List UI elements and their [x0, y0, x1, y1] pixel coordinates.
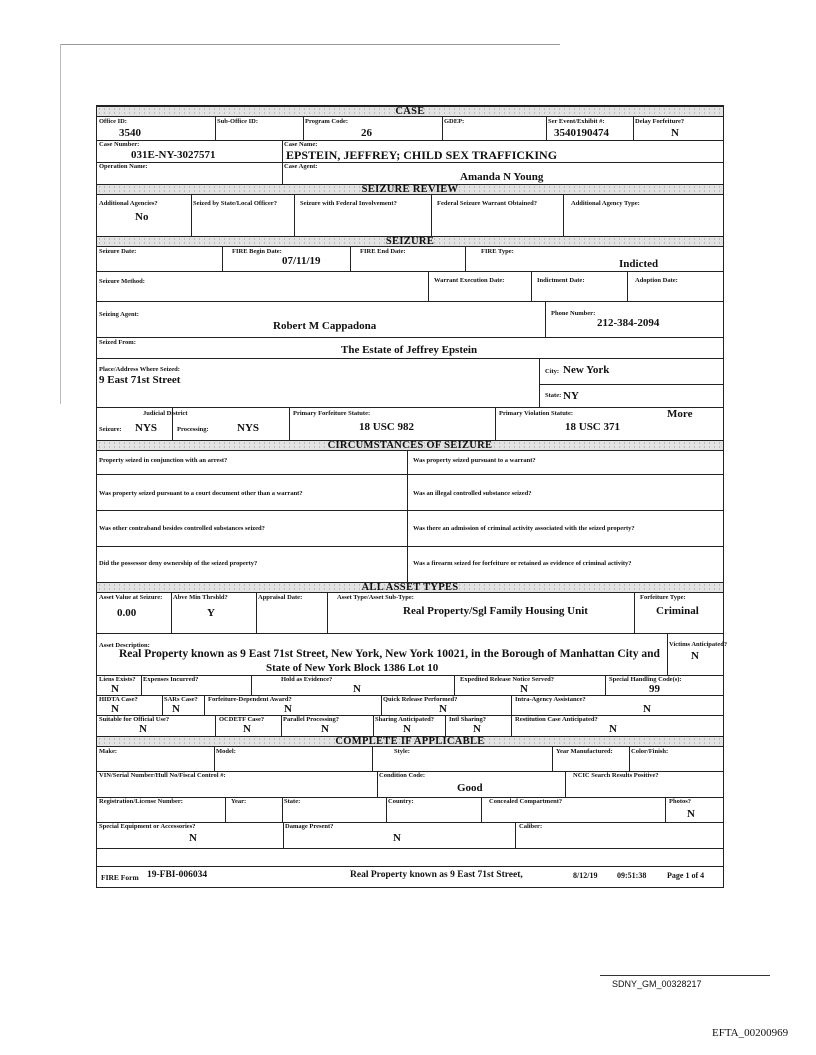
warrant-obtained-cell: Federal Seizure Warrant Obtained?: [437, 200, 537, 207]
office-id: 3540: [119, 127, 141, 139]
processing-district: NYS: [237, 422, 260, 434]
question-warrant: Was property seized pursuant to a warrant?: [413, 457, 536, 464]
form-number: 19-FBI-006034: [147, 870, 208, 880]
operation-cell: Operation Name:: [99, 163, 148, 170]
ocdetf-case: N: [243, 723, 251, 735]
fda-cell: Forfeiture-Dependent Award? N: [208, 696, 292, 715]
additional-agencies-cell: Additional Agencies? No: [99, 200, 158, 223]
gdep-cell: GDEP:: [444, 118, 465, 125]
seizure-district: NYS: [135, 422, 158, 434]
expedited-cell: Expedited Release Notice Served? N: [460, 676, 555, 695]
damage-cell: Damage Present? N: [285, 823, 401, 844]
ocdetf-cell: OCDETF Case? N: [219, 716, 265, 735]
judicial-district-cell: Judicial District Seizure: NYS Processing: NYS: [99, 410, 260, 434]
sharing-cell: Sharing Anticipated? N: [375, 716, 435, 735]
place-address: 9 East 71st Street: [99, 374, 181, 386]
forfeiture-statute: 18 USC 982: [359, 421, 415, 433]
official-use-cell: Suitable for Official Use? N: [99, 716, 170, 735]
fire-form: [96, 105, 728, 888]
agency-type-cell: Additional Agency Type:: [571, 200, 640, 207]
equipment-cell: Special Equipment or Accessories? N: [99, 823, 197, 844]
hidta-case: N: [111, 703, 119, 715]
condition-cell: Condition Code: Good: [379, 772, 483, 794]
footer-description: Real Property known as 9 East 71st Street,: [350, 870, 523, 880]
expenses-cell: Expenses Incurred?: [143, 676, 199, 683]
quick-release-cell: Quick Release Performed? N: [383, 696, 458, 715]
seizing-agent-cell: Seizing Agent: Robert M Cappadona: [99, 311, 377, 332]
question-arrest: Property seized in conjunction with an arrest?: [99, 457, 228, 464]
state-reg-cell: State:: [284, 798, 301, 805]
special-handling: 99: [649, 683, 660, 695]
sub-office-cell: Sub-Office ID:: [217, 118, 258, 125]
fire-end-cell: FIRE End Date:: [360, 248, 406, 255]
state-cell: State: NY: [545, 390, 579, 402]
question-court-document: Was property seized pursuant to a court document other than a warrant?: [99, 490, 303, 497]
asset-value: 0.00: [117, 607, 137, 619]
city: New York: [563, 364, 610, 376]
parallel-processing: N: [321, 723, 329, 735]
question-deny-ownership: Did the possessor deny ownership of the seized property?: [99, 560, 258, 567]
ncic-cell: NCIC Search Results Positive?: [573, 772, 659, 779]
photos: N: [687, 808, 695, 820]
phone-cell: Phone Number: 212-384-2094: [551, 310, 660, 329]
year-cell: Year:: [231, 798, 247, 805]
forfeiture-type: Criminal: [656, 605, 699, 617]
hidta-cell: HIDTA Case? N: [99, 696, 138, 715]
case-agent-cell: Case Agent: Amanda N Young: [284, 163, 544, 183]
intra-agency: N: [643, 703, 651, 715]
seizure-method-cell: Seizure Method:: [99, 278, 145, 285]
victims-anticipated: N: [691, 650, 699, 662]
forfeiture-dependent-award: N: [284, 703, 292, 715]
violation-statute: 18 USC 371: [565, 421, 621, 433]
parallel-cell: Parallel Processing? N: [283, 716, 340, 735]
office-id-cell: Office ID: 3540: [99, 118, 141, 139]
asset-value-cell: Asset Value at Seizure: 0.00: [99, 594, 163, 619]
fire-type: Indicted: [619, 258, 659, 270]
sharing-anticipated: N: [403, 723, 411, 735]
asset-description-cell: Asset Description: Real Property known as 9 East 71st Street, New York, New York 10021, in the Borough of Manhattan City and State of New York Block 1386 Lot 10: [99, 642, 660, 674]
efta-number: EFTA_00200969: [712, 1027, 789, 1039]
year-manufactured-cell: Year Manufactured:: [556, 748, 613, 755]
case-agent: Amanda N Young: [460, 171, 544, 183]
place-cell: Place/Address Where Seized: 9 East 71st Street: [99, 366, 181, 386]
scan-border-top: [60, 44, 560, 45]
warrant-exec-cell: Warrant Execution Date:: [434, 277, 505, 284]
all-asset-types-header: ALL ASSET TYPES: [97, 582, 723, 593]
case-number-cell: Case Number: 031E-NY-3027571: [99, 141, 216, 161]
appraisal-cell: Appraisal Date:: [258, 594, 303, 601]
special-equipment: N: [189, 832, 197, 844]
bates-rule: [600, 975, 770, 976]
case-name-cell: Case Name: EPSTEIN, JEFFREY; CHILD SEX TRAFFICKING: [284, 141, 558, 162]
question-contraband: Was other contraband besides controlled substances seized?: [99, 525, 265, 532]
ser-event: 3540190474: [554, 127, 609, 139]
victims-cell: Victims Anticipated? N: [669, 641, 728, 662]
liens-cell: Liens Exists? N: [99, 676, 136, 695]
forfeiture-type-cell: Forfeiture Type: Criminal: [640, 594, 699, 617]
seized-from: The Estate of Jeffrey Epstein: [341, 344, 478, 356]
official-use: N: [139, 723, 147, 735]
fire-begin-cell: FIRE Begin Date: 07/11/19: [232, 248, 321, 267]
delay-forfeiture: N: [671, 127, 679, 139]
hold-as-evidence: N: [353, 683, 361, 695]
above-threshold: Y: [207, 607, 215, 619]
program-code-cell: Program Code: 26: [305, 118, 372, 139]
question-firearm: Was a firearm seized for forfeiture or retained as evidence of criminal activity?: [413, 560, 632, 567]
seizure-date-cell: Seizure Date:: [99, 248, 137, 255]
delay-cell: Delay Forfeiture? N: [635, 118, 685, 139]
case-name: EPSTEIN, JEFFREY; CHILD SEX TRAFFICKING: [286, 148, 558, 162]
indictment-cell: Indictment Date:: [537, 277, 585, 284]
footer-date: 8/12/19: [573, 871, 598, 880]
form-footer: FIRE Form 19-FBI-006034 Real Property known as 9 East 71st Street, 8/12/19 09:51:38 Page 1 of 4: [101, 870, 705, 882]
photos-cell: Photos? N: [669, 798, 695, 820]
intl-sharing: N: [473, 723, 481, 735]
fire-type-cell: FIRE Type: Indicted: [481, 248, 659, 270]
program-code: 26: [361, 127, 372, 139]
intra-agency-cell: Intra-Agency Assistance? N: [515, 696, 651, 715]
scan-border-left: [60, 44, 61, 404]
restitution-cell: Restitution Case Anticipated? N: [515, 716, 617, 735]
phone-number: 212-384-2094: [597, 317, 660, 329]
circumstances-header: CIRCUMSTANCES OF SEIZURE: [97, 440, 723, 451]
liens-exists: N: [111, 683, 119, 695]
style-cell: Style:: [394, 748, 410, 755]
hold-evidence-cell: Hold as Evidence? N: [281, 676, 361, 695]
state: NY: [563, 390, 579, 402]
registration-cell: Registration/License Number:: [99, 798, 183, 805]
caliber-cell: Caliber:: [519, 823, 543, 830]
country-cell: Country:: [388, 798, 414, 805]
sars-case: N: [172, 703, 180, 715]
condition-code: Good: [457, 782, 483, 794]
damage-present: N: [393, 832, 401, 844]
complete-if-applicable-header: COMPLETE IF APPLICABLE: [97, 736, 723, 747]
seizure-review-header: SEIZURE REVIEW: [97, 184, 723, 195]
seized-by-state-cell: Seized by State/Local Officer?: [193, 200, 277, 207]
quick-release: N: [439, 703, 447, 715]
question-illegal-substance: Was an illegal controlled substance seized?: [413, 490, 532, 497]
concealed-cell: Concealed Compartment?: [489, 798, 563, 805]
adoption-cell: Adoption Date:: [635, 277, 678, 284]
seizing-agent: Robert M Cappadona: [273, 320, 377, 332]
color-cell: Color/Finish:: [631, 748, 669, 755]
federal-involvement-cell: Seizure with Federal Involvement?: [300, 200, 397, 207]
sars-cell: SARs Case? N: [164, 696, 198, 715]
seizure-header: SEIZURE: [97, 236, 723, 247]
seized-from-cell: Seized From: The Estate of Jeffrey Epstein: [99, 339, 478, 356]
restitution-case: N: [609, 723, 617, 735]
asset-type: Real Property/Sgl Family Housing Unit: [403, 605, 588, 617]
bates-number: SDNY_GM_00328217: [612, 979, 702, 989]
threshold-cell: Abve Min Thrshld? Y: [173, 594, 228, 619]
asset-type-cell: Asset Type/Asset Sub-Type: Real Property/Sgl Family Housing Unit: [337, 594, 588, 617]
asset-description-line1: Real Property known as 9 East 71st Street, New York, New York 10021, in the Borough of Manhattan City and: [119, 648, 660, 660]
violation-statute-cell: Primary Violation Statute: 18 USC 371 More: [499, 408, 693, 433]
model-cell: Model:: [216, 748, 236, 755]
make-cell: Make:: [99, 748, 118, 755]
fire-begin-date: 07/11/19: [282, 255, 321, 267]
vin-cell: VIN/Serial Number/Hull No/Fiscal Control #:: [99, 772, 226, 779]
intl-sharing-cell: Intl Sharing? N: [449, 716, 487, 735]
additional-agencies: No: [135, 211, 149, 223]
footer-time: 09:51:38: [617, 871, 647, 880]
page-indicator: Page 1 of 4: [667, 871, 705, 880]
forfeiture-statute-cell: Primary Forfeiture Statute: 18 USC 982: [293, 410, 415, 433]
case-header: CASE: [97, 106, 723, 117]
expedited-release: N: [520, 683, 528, 695]
case-number: 031E-NY-3027571: [131, 149, 216, 161]
more-link[interactable]: More: [667, 408, 693, 420]
special-handling-cell: Special Handling Code(s): 99: [609, 676, 682, 695]
ser-event-cell: Ser Event/Exhibit #: 3540190474: [548, 118, 609, 139]
city-cell: City: New York: [545, 364, 610, 376]
question-admission: Was there an admission of criminal activity associated with the seized property?: [413, 525, 635, 532]
asset-description-line2: State of New York Block 1386 Lot 10: [266, 662, 439, 674]
